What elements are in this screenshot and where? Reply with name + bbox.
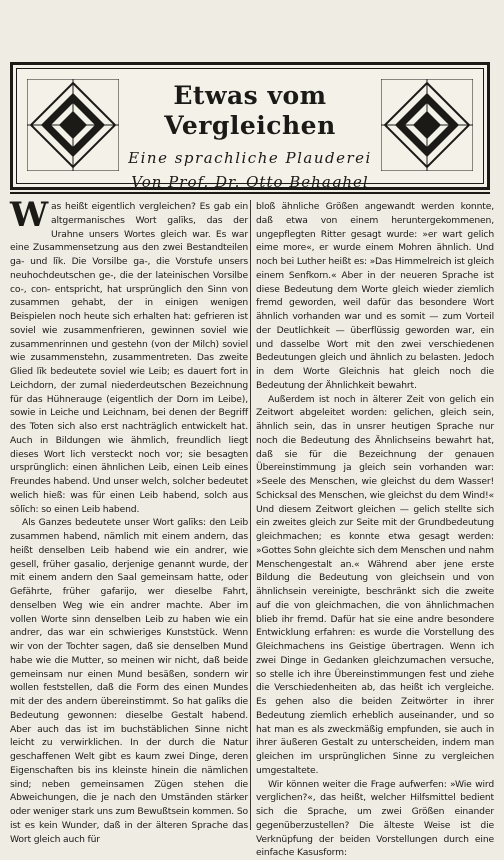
paragraph: bloß ähnliche Größen angewandt werden konnte, daß etwa von einem heruntergekommenen, ungepflegten Ritter gesagt wurde: »er wart gelich eime more«, er wurde einem Mohren ähnlich. Und noch bei Luther heißt es: »Das Himmelreich ist gleich einem Senfkorn.« Aber in der neueren Sprache ist diese Bedeutung dem Worte gleich wieder ziemlich fremd geworden, weil dafür das besondere Wort ähnlich vorhanden war und es somit — zum Vorteil der Deutlichkeit — überflüssig geworden war, ein und dasselbe Wort mit den zwei verschiedenen Bedeutungen gleich und ähnlich zu belasten. Jedoch in dem Worte Gleichnis hat gleich noch die Bedeutung der Ähnlichkeit bewahrt. (256, 200, 494, 393)
paragraph: Wir können weiter die Frage aufwerfen: »Wie wird verglichen?«, das heißt, welcher Hilfsmittel bedient sich die Sprache, um zwei Größen einander gegenüberzustellen? Die älteste Weise ist die Verknüpfung der beiden Vorstellungen durch eine einfache Kasusform: (256, 778, 494, 860)
header-text-block (125, 73, 375, 179)
header-rule (10, 192, 490, 194)
diamond-ornament-icon (27, 79, 119, 171)
left-column (10, 200, 248, 846)
article-byline: Von Prof. Dr. Otto Behaghel (125, 173, 375, 191)
drop-cap: W (10, 201, 48, 229)
article-header (10, 62, 490, 190)
article-subtitle: Eine sprachliche Plauderei (125, 149, 375, 167)
paragraph (10, 200, 248, 516)
paragraph: Als Ganzes bedeutete unser Wort galīks: den Leib zusammen habend, nämlich mit einem andern, das heißt denselben Leib habend wie ein andrer, wie gesell, früher gasalio, derjenige genannt wurde, der mit einem andern den Saal gemeinsam hatte, oder Gefährte, früher gafarijo, wer dieselbe Fahrt, denselben Weg wie ein andrer machte. Aber im vollen Worte sinn denselben Leib zu haben wie ein andrer, das war ein schwieriges Kunststück. Wenn wir von der Tochter sagen, daß sie denselben Mund habe wie die Mutter, so meinen wir nicht, daß beide gemeinsam nur einen Mund besäßen, sondern wir wollen feststellen, daß die Form des einen Mundes mit der des andern übereinstimmt. So hat galīks die Bedeutung gewonnen: dieselbe Gestalt habend. Aber auch das ist im buchstäblichen Sinne nicht leicht zu verwirklichen. In der durch die Natur geschaffenen Welt gibt es kaum zwei Dinge, deren Eigenschaften bis ins kleinste hinein die nämlichen sind; neben gemeinsamen Zügen stehen die Abweichungen, die je nach den Umständen stärker oder weniger stark uns zum Bewußtsein kommen. So ist es kein Wunder, daß in der älteren Sprache das Wort gleich auch für (10, 516, 248, 846)
article-title: Etwas vom Vergleichen (125, 81, 375, 141)
column-divider (250, 200, 251, 830)
right-column (256, 200, 494, 860)
paragraph: Außerdem ist noch in älterer Zeit von gelich ein Zeitwort abgeleitet worden: gelichen, gleich sein, ähnlich sein, das in unsrer heutigen Sprache nur noch die Bedeutung des Ähnlichseins bewahrt hat, daß sie für die Bezeichnung der genauen Übereinstimmung ja gleich sein vorhanden war: »Seele des Menschen, wie gleichst du dem Wasser! Schicksal des Menschen, wie gleichst du dem Wind!« Und diesem Zeitwort gleichen — gelich stellte sich ein zweites gleich zur Seite mit der Grundbedeutung gleichmachen; es konnte etwa gesagt werden: »Gottes Sohn gleichte sich dem Menschen und nahm Menschengestalt an.« Während aber jene erste Bildung die Bedeutung von gleichsein und von ähnlichsein vereinigte, beschränkt sich die zweite auf die von gleichmachen, die von ähnlichmachen blieb ihr fremd. Dafür hat sie eine andre besondere Entwicklung erfahren: es wurde die Vorstellung des Gleichmachens ins Geistige übertragen. Wenn ich zwei Dinge in Gedanken gleichzumachen versuche, so stelle ich ihre Übereinstimmungen fest und ziehe die Verschiedenheiten ab, das heißt ich vergleiche. Es gehen also die beiden Zeitwörter in ihrer Bedeutung ziemlich erheblich auseinander, und so hat man es als zweckmäßig empfunden, sie auch in ihrer äußeren Gestalt zu unterscheiden, indem man gleichen im ursprünglichen Sinne zu vergleichen umgestaltete. (256, 393, 494, 778)
paragraph-text: as heißt eigentlich vergleichen? Es gab ein altgermanisches Wort galīks, das der Urahne unsers Wortes gleich war. Es war eine Zusammensetzung aus den zwei Bestandteilen ga- und līk. Die Vorsilbe ga-, die Vorstufe unsers neuhochdeutschen ge-, die der lateinischen Vorsilbe co-, con- entspricht, hat ursprünglich den Sinn von zusammen gehabt, der in einigen wenigen Beispielen noch heute sich erhalten hat: gefrieren ist soviel wie zusammenfrieren, gewinnen soviel wie zusammenrinnen und gestehn (von der Milch) soviel wie zusammenstehn, zusammentreten. Das zweite Glied līk bedeutete soviel wie Leib; es dauert fort in Leichdorn, der zumal niederdeutschen Bezeichnung für das Hühnerauge (eigentlich der Dorn im Leibe), sowie in Leiche und Leichnam, bei denen der Begriff des Toten sich also erst nachträglich entwickelt hat. Auch in Bildungen wie ähmlich, freundlich liegt dieses Wort lich versteckt noch vor; sie besagten ursprünglich: einen ähnlichen Leib, einen Leib eines Freundes habend. Und unser welch, solcher bedeutet welich hieß: was für einen Leib habend, solch aus sōlīch: so einen Leib habend. (10, 201, 248, 515)
diamond-ornament-icon (381, 79, 473, 171)
